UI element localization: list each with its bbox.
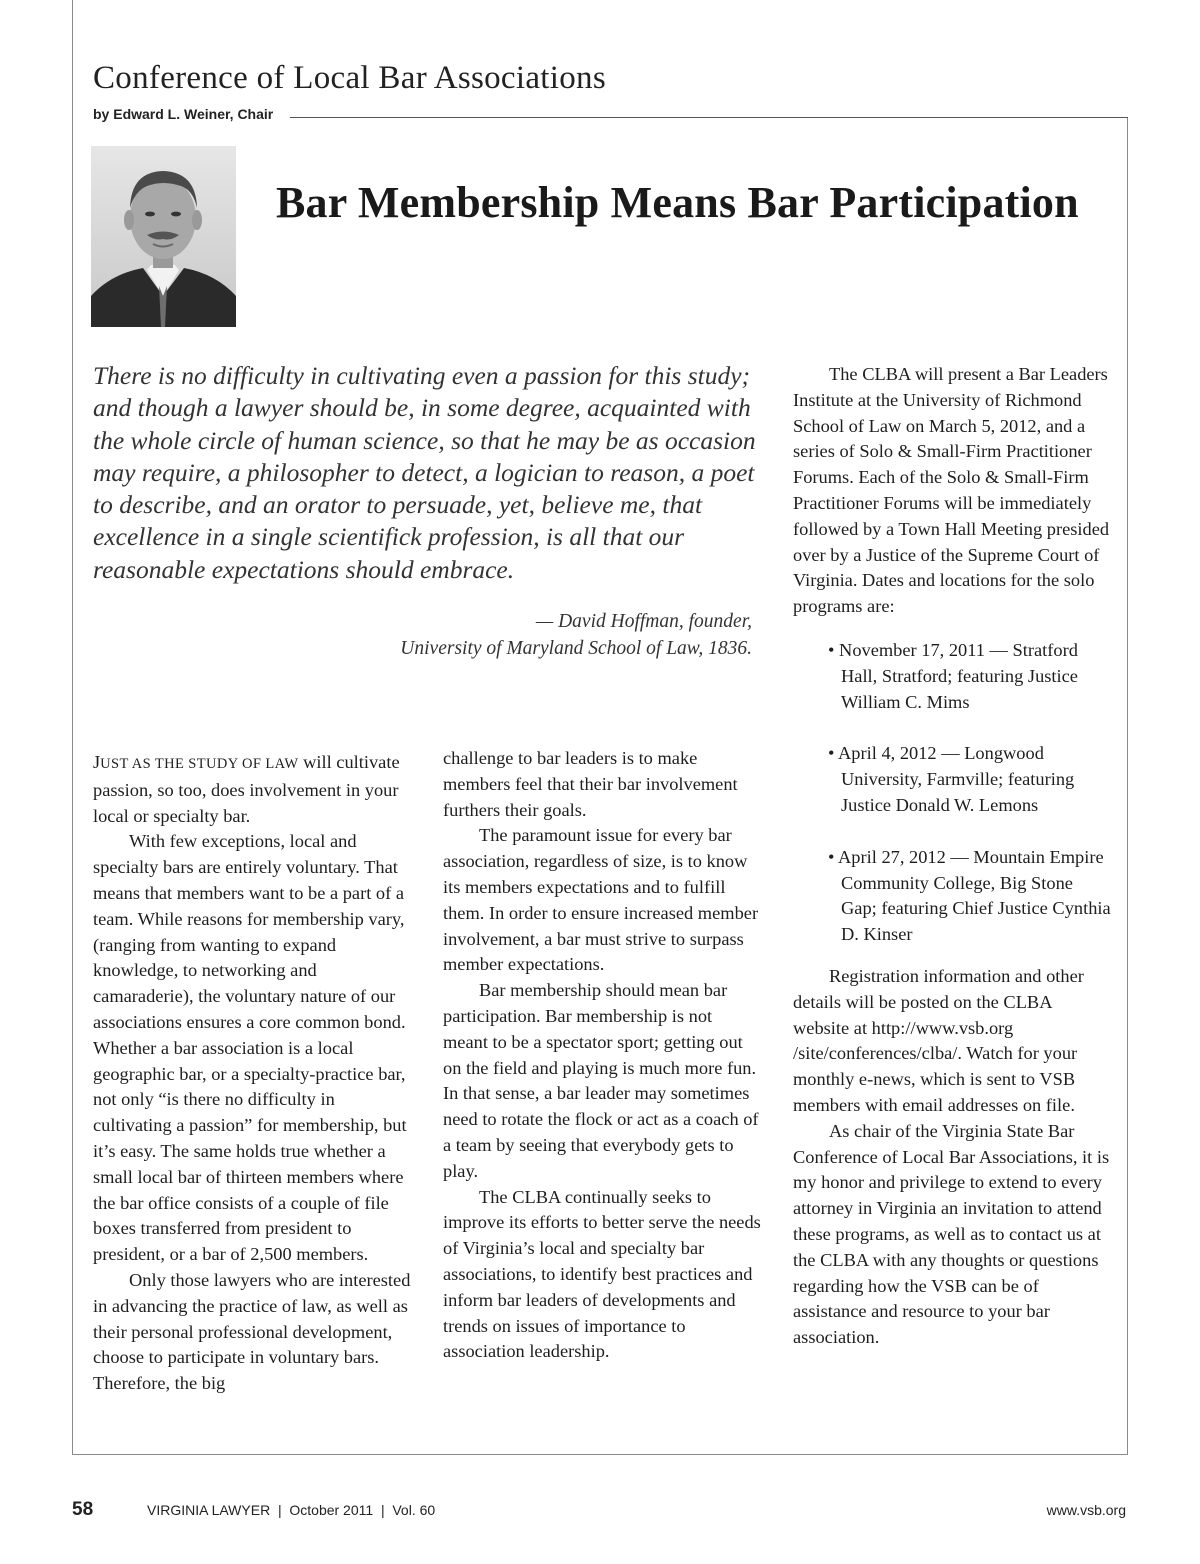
attribution-line-2: University of Maryland School of Law, 1836. bbox=[400, 638, 752, 659]
frame-left-rule bbox=[72, 0, 73, 1455]
body-column-1 bbox=[93, 750, 411, 1397]
footer-website: www.vsb.org bbox=[1046, 1502, 1126, 1518]
paragraph: Only those lawyers who are interested in advancing the practice of law, as well as their personal professional development, choose to participate in voluntary bars. Therefore, the big bbox=[93, 1269, 411, 1394]
paragraph: The CLBA will present a Bar Leaders Institute at the University of Richmond School of Law on March 5, 2012, and a series of Solo & Small-Firm Practitioner Forums. Each of the Solo & Small-Firm Practitioner Forums will be immediately followed by a Town Hall Meeting presided over by a Justice of the Supreme Court of Virginia. Dates and locations for the solo programs are: bbox=[793, 364, 1110, 617]
event-list-item: • April 4, 2012 — Longwood University, Farmville; featuring Justice Donald W. Lemons bbox=[828, 743, 1075, 815]
footer-publication: VIRGINIA LAWYER | October 2011 | Vol. 60 bbox=[147, 1502, 436, 1518]
paragraph: With few exceptions, local and specialty bars are entirely voluntary. That means that members want to be a part of a team. While reasons for membership vary, (ranging from wanting to expand knowledge, to networking and camaraderie), the voluntary nature of our associations ensures a core common bond. Whether a bar association is a local geographic bar, or a specialty-practice bar, not only “is there no difficulty in cultivating a passion” for membership, but it’s easy. The same holds true whether a small local bar of thirteen members where the bar office consists of a couple of file boxes transferred from president to president, or a bar of 2,500 members. bbox=[93, 831, 407, 1265]
paragraph: As chair of the Virginia State Bar Conference of Local Bar Associations, it is my honor and privilege to extend to every attorney in Virginia an invitation to attend these programs, as well as to contact us at the CLBA with any thoughts or questions regarding how the VSB can be of assistance and resource to your bar association. bbox=[793, 1120, 1110, 1348]
paragraph: Bar membership should mean bar participation. Bar membership is not meant to be a spectator sport; getting out on the field and playing is much more fun. In that sense, a bar leader may sometimes need to rotate the flock or act as a coach of a team by seeing that everybody gets to play. bbox=[443, 980, 759, 1181]
byline: by Edward L. Weiner, Chair bbox=[93, 106, 274, 122]
author-photo bbox=[91, 146, 236, 327]
body-column-3 bbox=[793, 362, 1111, 1351]
event-list-item: • November 17, 2011 — Stratford Hall, Stratford; featuring Justice William C. Mims bbox=[828, 639, 1078, 712]
body-column-2 bbox=[443, 746, 761, 1365]
paragraph bbox=[93, 750, 411, 829]
article-title: Bar Membership Means Bar Participation bbox=[276, 178, 1079, 227]
event-list-item: • April 27, 2012 — Mountain Empire Community College, Big Stone Gap; featuring Chief Justice Cynthia D. Kinser bbox=[828, 846, 1111, 945]
paragraph: The paramount issue for every bar association, regardless of size, is to know its members expectations and to fulfill them. In order to ensure increased member involvement, a bar must strive to surpass member expectations. bbox=[443, 825, 759, 975]
paragraph-text: will cultivate passion, so too, does involvement in your local or specialty bar. bbox=[93, 752, 400, 826]
author-portrait-illustration bbox=[91, 146, 236, 327]
frame-right-rule bbox=[1127, 117, 1128, 1455]
section-title: Conference of Local Bar Associations bbox=[93, 60, 606, 96]
lead-in-smallcaps: UST AS THE STUDY OF LAW bbox=[100, 756, 299, 772]
byline-rule bbox=[290, 117, 1128, 118]
paragraph: Registration information and other details will be posted on the CLBA website at http://www.vsb.org /site/conferences/clba/. Watch for your monthly e-news, which is sent to VSB members with email addresses on file. bbox=[793, 965, 1084, 1115]
attribution-line-1: — David Hoffman, founder, bbox=[535, 611, 752, 632]
frame-bottom-rule bbox=[72, 1454, 1128, 1455]
event-list bbox=[793, 638, 1111, 948]
paragraph: challenge to bar leaders is to make members feel that their bar involvement furthers their goals. bbox=[443, 748, 738, 820]
epigraph-quote: There is no difficulty in cultivating even a passion for this study; and though a lawyer should be, in some degree, acquainted with the whole circle of human science, so that he may be as occasion may require, a philosopher to detect, a logician to reason, a poet to describe, and an orator to persuade, yet, believe me, that excellence in a single scientifick profession, is all that our reasonable expectations should embrace. bbox=[93, 361, 756, 584]
paragraph: The CLBA continually seeks to improve its efforts to better serve the needs of Virginia’s local and specialty bar associations, to identify best practices and inform bar leaders of developments and trends on issues of importance to association leadership. bbox=[443, 1186, 761, 1362]
drop-letter: J bbox=[93, 752, 101, 772]
page-number: 58 bbox=[72, 1499, 94, 1520]
epigraph-attribution bbox=[340, 608, 752, 662]
